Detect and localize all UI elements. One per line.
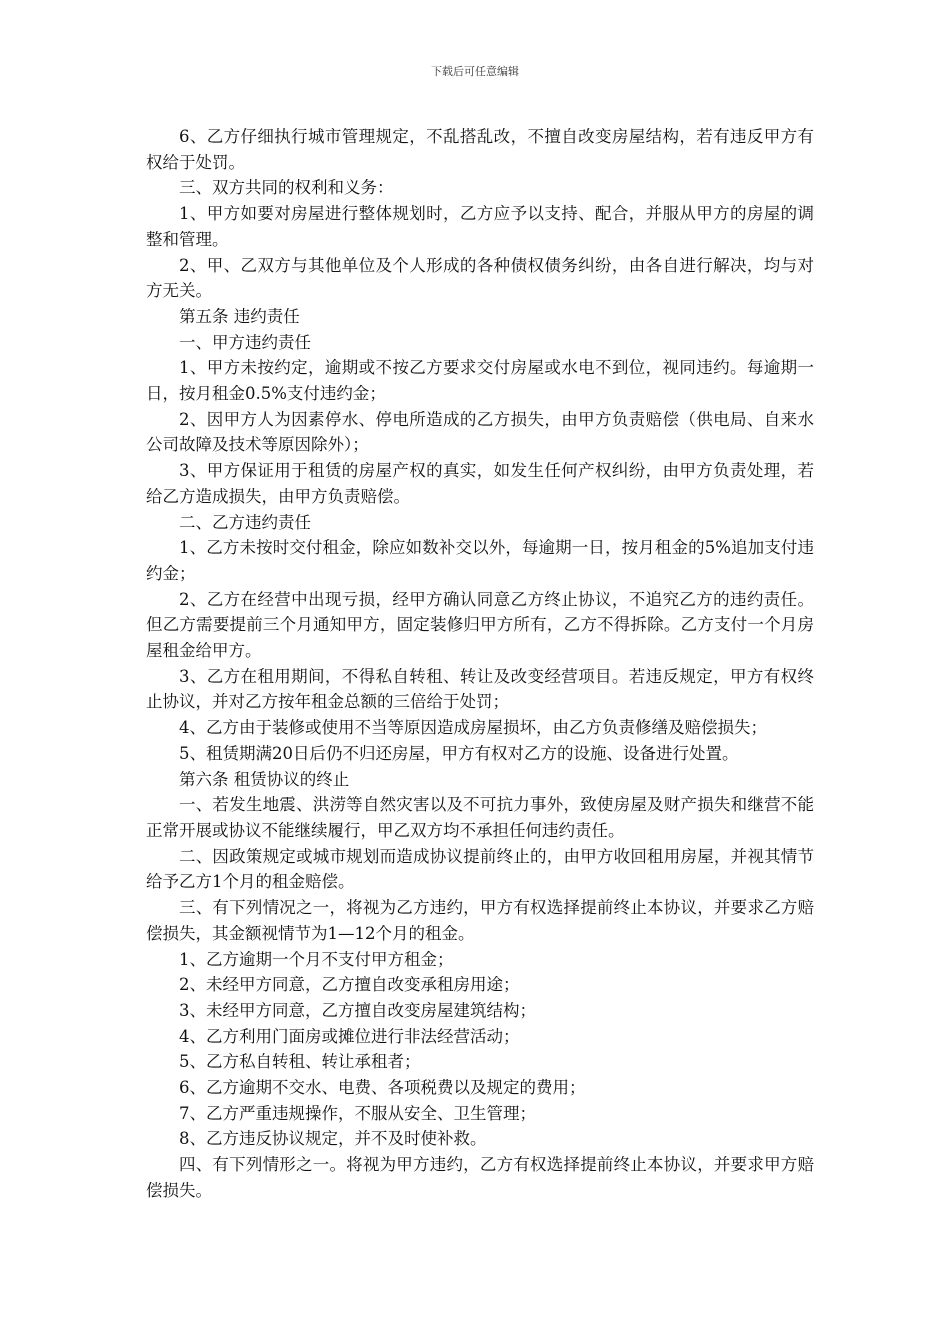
list-item: 6、乙方逾期不交水、电费、各项税费以及规定的费用； [179,1078,586,1098]
list-item: 5、乙方私自转租、转让承租者； [179,1052,421,1072]
paragraph: 二、因政策规定或城市规划而造成协议提前终止的，由甲方收回租用房屋，并视其情节给予乙方1个月的租金赔偿。 [146,846,814,892]
paragraph: 1、甲方未按约定，逾期或不按乙方要求交付房屋或水电不到位，视同违约。每逾期一日，按月租金0.5%支付违约金； [146,358,814,404]
paragraph: 6、乙方仔细执行城市管理规定，不乱搭乱改，不擅自改变房屋结构，若有违反甲方有权给于处罚。 [146,127,814,172]
paragraph: 5、租赁期满20日后仍不归还房屋，甲方有权对乙方的设施、设备进行处置。 [179,743,739,763]
paragraph: 2、因甲方人为因素停水、停电所造成的乙方损失，由甲方负责赔偿（供电局、自来水公司故障及技术等原因除外）； [146,409,814,455]
paragraph: 4、乙方由于装修或使用不当等原因造成房屋损坏，由乙方负责修缮及赔偿损失； [179,718,767,738]
paragraph: 1、甲方如要对房屋进行整体规划时，乙方应予以支持、配合，并服从甲方的房屋的调整和管理。 [146,204,814,249]
section-heading: 二、乙方违约责任 [179,512,311,532]
article-heading: 第五条 违约责任 [179,306,300,326]
paragraph: 3、乙方在租用期间，不得私自转租、转让及改变经营项目。若违反规定，甲方有权终止协议，并对乙方按年租金总额的三倍给于处罚； [146,666,814,712]
paragraph: 四、有下列情形之一。将视为甲方违约，乙方有权选择提前终止本协议，并要求甲方赔偿损失。 [146,1155,814,1200]
paragraph: 2、乙方在经营中出现亏损，经甲方确认同意乙方终止协议，不追究乙方的违约责任。但乙方需要提前三个月通知甲方，固定装修归甲方所有，乙方不得拆除。乙方支付一个月房屋租金给甲方。 [146,589,814,661]
list-item: 7、乙方严重违规操作，不服从安全、卫生管理； [179,1103,536,1123]
paragraph: 2、甲、乙双方与其他单位及个人形成的各种债权债务纠纷，由各自进行解决，均与对方无关。 [146,255,814,301]
list-item: 1、乙方逾期一个月不支付甲方租金； [179,949,454,969]
section-heading: 一、甲方违约责任 [179,332,311,352]
article-heading: 第六条 租赁协议的终止 [179,769,350,789]
paragraph: 三、有下列情况之一，将视为乙方违约，甲方有权选择提前终止本协议，并要求乙方赔偿损失，其金额视情节为1—12个月的租金。 [146,898,814,943]
list-item: 4、乙方利用门面房或摊位进行非法经营活动； [179,1026,520,1046]
paragraph: 一、若发生地震、洪涝等自然灾害以及不可抗力事外，致使房屋及财产损失和继营不能正常开展或协议不能继续履行，甲乙双方均不承担任何违约责任。 [146,795,814,840]
list-item: 2、未经甲方同意，乙方擅自改变承租房用途； [179,975,520,995]
list-item: 8、乙方违反协议规定，并不及时使补救。 [179,1129,487,1149]
list-item: 3、未经甲方同意，乙方擅自改变房屋建筑结构； [179,1000,536,1020]
paragraph: 1、乙方未按时交付租金，除应如数补交以外，每逾期一日，按月租金的5%追加支付违约金； [146,538,814,583]
page-header-note: 下载后可任意编辑 [431,65,519,78]
document-body [146,124,814,1204]
section-heading: 三、双方共同的权利和义务： [179,178,394,198]
paragraph: 3、甲方保证用于租赁的房屋产权的真实，如发生任何产权纠纷，由甲方负责处理，若给乙方造成损失，由甲方负责赔偿。 [146,461,814,506]
